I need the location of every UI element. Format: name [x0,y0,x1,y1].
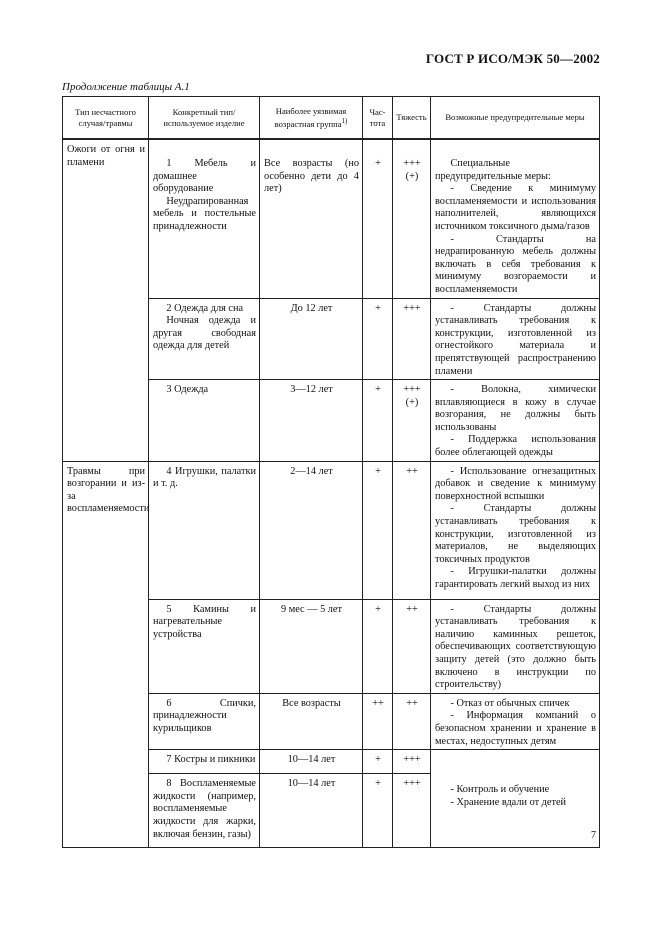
col-header-severity: Тяжесть [393,97,431,140]
measures-cell: Специальные предупредительные меры: - Сведение к минимуму воспламеняемости и использования наполнителей, являющихся источником токсичного дыма/газов - Стандарты на недрапированную мебель должны включать в себя требования к минимуму возгораемости и воспламеняемости [431,139,600,298]
page-number: 7 [591,830,596,841]
measures-cell: - Стандарты должны устанавливать требования к наличию каминных решеток, обеспечивающих соответствующую защиту детей (это должно быть включено в инструкции по строительству) [431,599,600,693]
product-cell: 6 Спички, принадлежности курильщиков [149,693,260,749]
product-cell: 7 Костры и пикники [149,750,260,774]
severity-cell: ++ [393,693,431,749]
measures-cell: - Использование огнезащитных добавок и сведение к минимуму поверхностной вспышки - Стандарты должны устанавливать требования к конструкции, изготовленной из материалов, не выделяющих токсичных продуктов - Игрушки-палатки должны гарантировать легкий выход из них [431,461,600,599]
frequency-cell: + [363,774,393,848]
severity-cell: +++ [393,750,431,774]
standard-designation: ГОСТ Р ИСО/МЭК 50—2002 [425,51,600,66]
measures-cell: - Волокна, химически вплавляющиеся в кожу в случае возгорания, не должны быть использованы - Поддержка использования более облегающей одежды [431,380,600,462]
product-cell: 1 Мебель и домашнее оборудование Неудрапированная мебель и постельные принадлежности [149,139,260,298]
injury-type-cell: Ожоги от огня и пламени [63,139,149,461]
product-cell: 5 Камины и нагревательные устройства [149,599,260,693]
severity-cell: +++ [393,774,431,848]
severity-cell: +++ [393,298,431,380]
product-cell: 3 Одежда [149,380,260,462]
measures-cell: - Стандарты должны устанавливать требования к конструкции, изготовленной из огнестойкого материала и препятствующей распространению пламени [431,298,600,380]
table-continuation-caption: Продолжение таблицы А.1 [62,81,190,93]
age-cell: 10—14 лет [260,774,363,848]
age-cell: До 12 лет [260,298,363,380]
frequency-cell: + [363,750,393,774]
col-header-type: Тип несчастного случая/травмы [63,97,149,140]
footnote-ref: 1) [341,117,348,126]
hazard-table [62,96,600,848]
age-cell: 9 мес — 5 лет [260,599,363,693]
severity-cell: ++ [393,461,431,599]
table-row [63,139,600,298]
table-row [63,461,600,599]
age-cell: 2—14 лет [260,461,363,599]
col-header-product: Конкретный тип/используемое изделие [149,97,260,140]
measures-cell: - Отказ от обычных спичек - Информация компаний о безопасном хранении и хранение в местах, недоступных детям [431,693,600,749]
injury-type-cell: Травмы при возгорании и из-за воспламеняемости [63,461,149,848]
frequency-cell: ++ [363,693,393,749]
severity-cell: +++(+) [393,139,431,298]
col-header-measures: Возможные предупредительные меры [431,97,600,140]
frequency-cell: + [363,599,393,693]
severity-cell: +++(+) [393,380,431,462]
col-header-age: Наиболее уязвимая возрастная группа$^{1)}$ [260,97,363,140]
col-header-frequency: Час-тота [363,97,393,140]
frequency-cell: + [363,380,393,462]
frequency-cell: + [363,139,393,298]
table-header-row [63,97,600,140]
frequency-cell: + [363,461,393,599]
severity-cell: ++ [393,599,431,693]
age-cell: Все возрасты (но особенно дети до 4 лет) [260,139,363,298]
age-cell: Все возрасты [260,693,363,749]
product-cell: 2 Одежда для сна Ночная одежда и другая свободная одежда для детей [149,298,260,380]
age-cell: 3—12 лет [260,380,363,462]
age-cell: 10—14 лет [260,750,363,774]
frequency-cell: + [363,298,393,380]
product-cell: 4 Игрушки, палатки и т. д. [149,461,260,599]
product-cell: 8 Воспламеняемые жидкости (например, воспламеняемые жидкости для жарки, включая бензин, газы) [149,774,260,848]
measures-cell: - Контроль и обучение - Хранение вдали от детей [431,750,600,848]
